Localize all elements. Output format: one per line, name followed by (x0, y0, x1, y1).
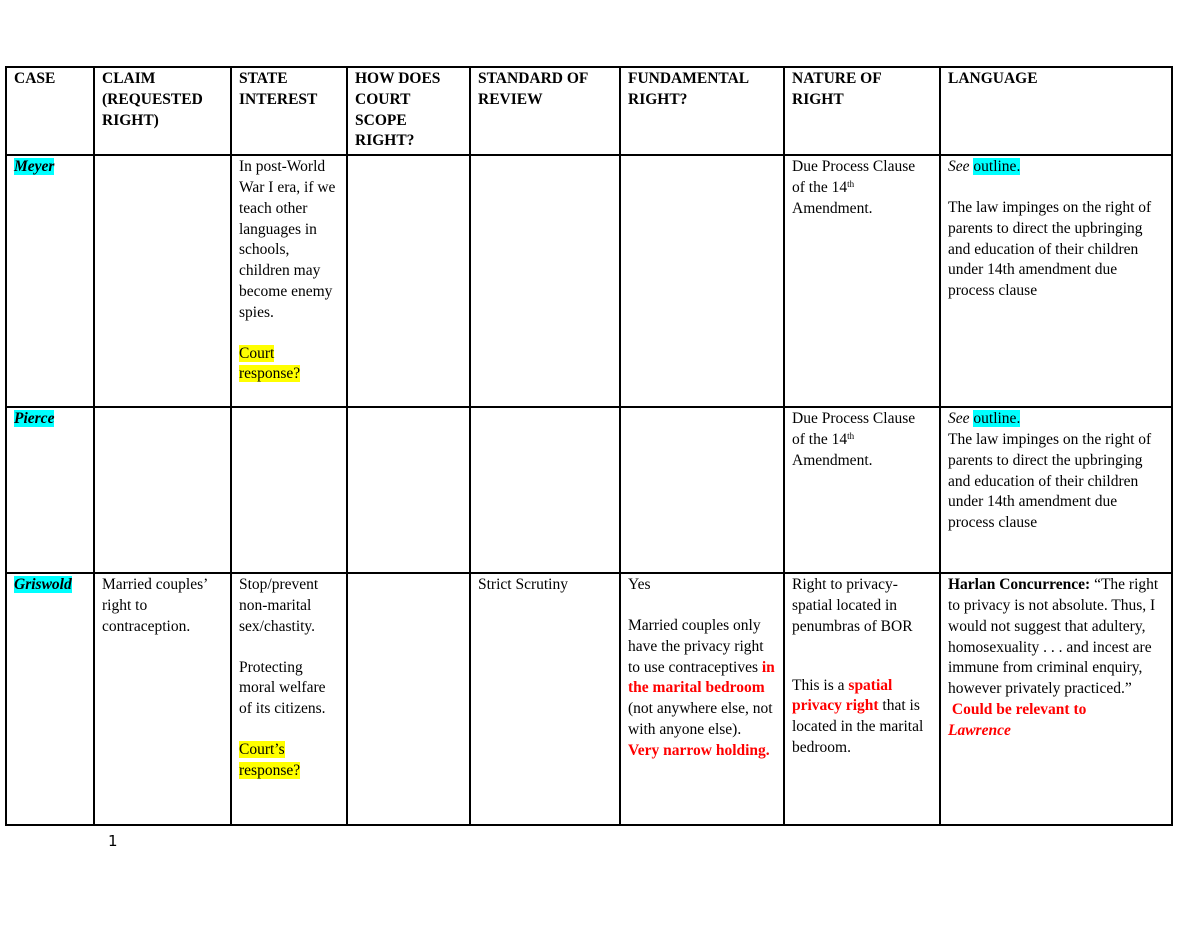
superscript-th: th (847, 430, 855, 441)
see-text: See (948, 410, 970, 428)
header-language: LANGUAGE (940, 67, 1172, 155)
harlan-quote: “The right to privacy is not absolute. Thus, I would not suggest that adultery, homosexuality . . . and incest are immune from criminal enquiry, however privately practiced.” (948, 576, 1159, 698)
table-row-pierce (6, 407, 1172, 573)
cell-nature (784, 155, 940, 407)
cell-standard (470, 155, 620, 407)
table-row-griswold (6, 573, 1172, 825)
header-fundamental-right: FUNDAMENTAL RIGHT? (620, 67, 784, 155)
header-state-interest: STATE INTEREST (231, 67, 347, 155)
header-court-scope: HOW DOES COURT SCOPE RIGHT? (347, 67, 470, 155)
nature-text-end: Amendment. (792, 199, 873, 217)
fundamental-explanation: Married couples only have the privacy right to use contraceptives in the marital bedroom (not anywhere else, not with anyone else). Very narrow holding. (628, 616, 775, 759)
table-row-meyer (6, 155, 1172, 407)
cell-court-scope (347, 573, 470, 825)
table-header-row (6, 67, 1172, 155)
fundamental-yes: Yes (628, 576, 651, 594)
outline-link[interactable]: outline. (973, 410, 1021, 428)
nature-text-end: Amendment. (792, 451, 873, 469)
outline-link[interactable]: outline. (973, 158, 1021, 176)
harlan-concurrence (948, 575, 1163, 700)
superscript-th: th (847, 178, 855, 189)
language-text: The law impinges on the right of parents to direct the upbringing and education of their children under 14th amendment due process clause (948, 198, 1152, 300)
spatial-privacy-emphasis: spatial privacy right (792, 676, 893, 715)
page-number: 1 (108, 832, 118, 850)
case-name-meyer: Meyer (14, 158, 55, 176)
cell-court-scope (347, 407, 470, 573)
court-response-highlight: Court’s response? (239, 740, 301, 779)
cell-case (6, 573, 94, 825)
cell-standard (470, 407, 620, 573)
header-case: CASE (6, 67, 94, 155)
state-interest-text-2: Protecting moral welfare of its citizens. (239, 658, 326, 718)
cell-court-scope (347, 155, 470, 407)
case-name-pierce: Pierce (14, 410, 55, 428)
harlan-label: Harlan Concurrence: (948, 576, 1091, 594)
cell-case (6, 155, 94, 407)
cell-fundamental (620, 155, 784, 407)
cell-claim (94, 407, 231, 573)
cell-case (6, 407, 94, 573)
cell-language (940, 407, 1172, 573)
header-nature-of-right: NATURE OF RIGHT (784, 67, 940, 155)
state-interest-text-1: Stop/prevent non-marital sex/chastity. (239, 576, 319, 635)
court-response-highlight: Court response? (239, 344, 301, 383)
marital-bedroom-emphasis: in the marital bedroom (628, 658, 775, 697)
nature-text-1: Right to privacy-spatial located in penumbras of BOR (792, 576, 913, 635)
header-claim: CLAIM (REQUESTED RIGHT) (94, 67, 231, 155)
case-name-griswold: Griswold (14, 576, 72, 594)
cell-claim: Married couples’ right to contraception. (94, 573, 231, 825)
relevance-note: Could be relevant to (951, 700, 1087, 718)
language-text: The law impinges on the right of parents to direct the upbringing and education of their children under 14th amendment due process clause (948, 430, 1152, 532)
nature-text-2: This is a spatial privacy right that is located in the marital bedroom. (792, 676, 924, 756)
cell-fundamental (620, 407, 784, 573)
cell-state-interest (231, 573, 347, 825)
cell-fundamental (620, 573, 784, 825)
narrow-holding-emphasis: Very narrow holding. (628, 741, 770, 759)
cell-standard: Strict Scrutiny (470, 573, 620, 825)
cell-claim (94, 155, 231, 407)
state-interest-text: In post-World War I era, if we teach other languages in schools, children may become enemy spies. (239, 158, 336, 321)
cell-nature (784, 573, 940, 825)
cell-nature (784, 407, 940, 573)
cell-language (940, 573, 1172, 825)
nature-text: Due Process Clause of the 14 (792, 410, 916, 448)
header-standard-of-review: STANDARD OF REVIEW (470, 67, 620, 155)
case-comparison-table (5, 66, 1173, 826)
cell-state-interest (231, 407, 347, 573)
lawrence-reference: Lawrence (948, 721, 1011, 739)
cell-language (940, 155, 1172, 407)
nature-text: Due Process Clause of the 14 (792, 158, 916, 196)
cell-state-interest (231, 155, 347, 407)
see-text: See (948, 158, 970, 176)
